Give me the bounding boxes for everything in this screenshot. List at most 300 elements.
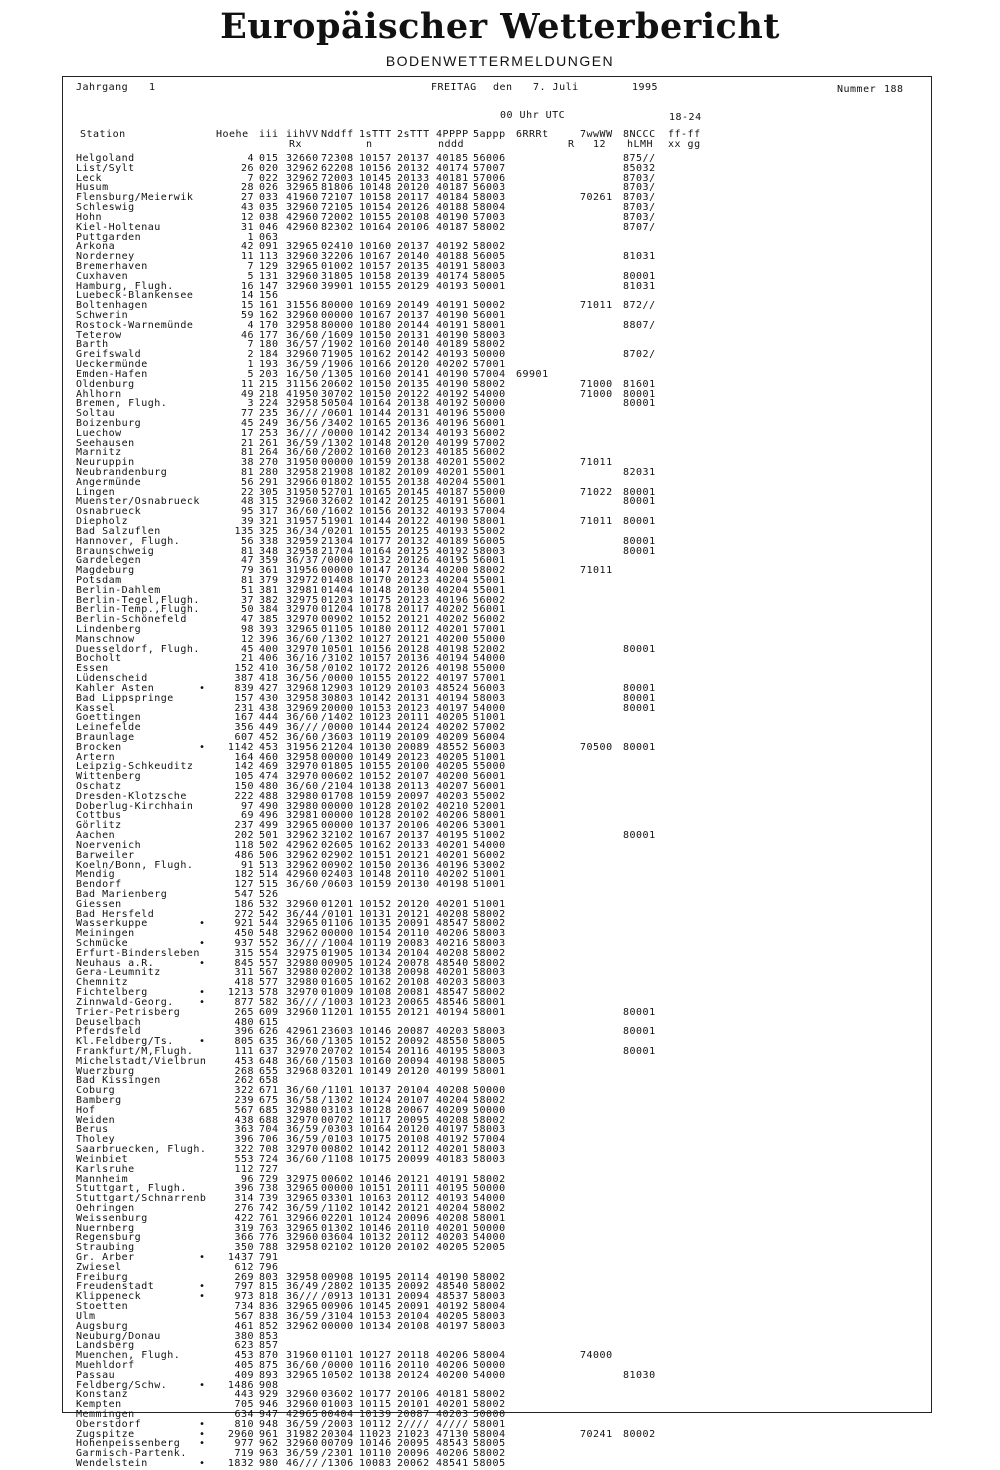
group-1sttt: 10146 xyxy=(359,1026,392,1038)
group-4pppp: 40188 xyxy=(436,251,469,263)
group-iihvv: 36/60 xyxy=(286,1055,319,1067)
group-1sttt: 10157 xyxy=(359,153,392,164)
group-nddff: 12903 xyxy=(321,682,354,694)
group-5appp: 58004 xyxy=(473,1350,506,1362)
station-height: 15 xyxy=(240,300,254,312)
group-2sttt: 20126 xyxy=(397,202,430,214)
group-nddff: 01105 xyxy=(321,624,354,635)
station-name: Wasserkuppe xyxy=(76,918,148,930)
group-2sttt: 20128 xyxy=(397,643,430,655)
station-height: 142 xyxy=(234,761,254,773)
group-nddff: 72003 xyxy=(321,172,354,184)
station-height: 59 xyxy=(240,310,254,321)
group-nddff: 01605 xyxy=(321,977,354,989)
group-5appp: 58003 xyxy=(473,1153,506,1165)
group-1sttt: 10124 xyxy=(359,957,392,969)
station-height: 111 xyxy=(234,1045,254,1057)
station-name: Kl.Feldberg/Ts. xyxy=(76,1036,174,1048)
group-8nccc: 80002 xyxy=(623,1428,656,1440)
group-5appp: 58002 xyxy=(473,1095,506,1106)
group-4pppp: 40199 xyxy=(436,1065,469,1077)
group-8nccc: 80001 xyxy=(623,516,656,528)
group-nddff: 01802 xyxy=(321,476,354,488)
station-id: 582 xyxy=(259,996,279,1008)
group-iihvv: 36/60 xyxy=(286,1359,319,1371)
group-nddff: 02410 xyxy=(321,241,354,253)
group-5appp: 56001 xyxy=(473,417,506,429)
group-4pppp: 40208 xyxy=(436,1114,469,1126)
group-5appp: 58002 xyxy=(473,565,506,577)
group-4pppp: 40201 xyxy=(436,1144,469,1156)
group-2sttt: 20125 xyxy=(397,496,430,508)
group-1sttt: 10178 xyxy=(359,604,392,616)
group-1sttt: 10164 xyxy=(359,398,392,410)
group-2sttt: 20125 xyxy=(397,525,430,537)
station-height: 31 xyxy=(240,221,254,233)
group-2sttt: 20110 xyxy=(397,928,430,940)
group-2sttt: 20138 xyxy=(397,398,430,410)
group-4pppp: 40192 xyxy=(436,388,469,400)
group-nddff: 01708 xyxy=(321,790,354,802)
group-5appp: 54000 xyxy=(473,839,506,851)
station-height: 937 xyxy=(234,938,254,949)
group-nddff: 71905 xyxy=(321,349,354,361)
group-iihvv: 32960 xyxy=(286,349,319,361)
group-1sttt: 10134 xyxy=(359,947,392,959)
group-4pppp: 40191 xyxy=(436,319,469,331)
group-2sttt: 20108 xyxy=(397,1320,430,1332)
group-1sttt: 10150 xyxy=(359,378,392,390)
group-iihvv: 32968 xyxy=(286,1065,319,1077)
group-iihvv: 32962 xyxy=(286,172,319,184)
col-sub-12: 12 xyxy=(593,139,607,150)
group-2sttt: 20078 xyxy=(397,957,430,969)
group-4pppp: 40203 xyxy=(436,1232,469,1244)
group-1sttt: 10117 xyxy=(359,1114,392,1126)
station-id: 853 xyxy=(259,1330,279,1342)
group-iihvv: 32958 xyxy=(286,751,319,763)
col-station: Station xyxy=(80,129,126,140)
group-nddff: /1302 xyxy=(321,633,354,645)
group-2sttt: 20131 xyxy=(397,329,430,341)
group-nddff: 10502 xyxy=(321,1369,354,1381)
station-height: 1 xyxy=(247,231,254,243)
station-name: Weissenburg xyxy=(76,1212,148,1224)
group-1sttt: 10146 xyxy=(359,1222,392,1234)
col-sub-hlmh: hLMH xyxy=(627,139,654,150)
station-height: 634 xyxy=(234,1409,254,1420)
station-height: 5 xyxy=(247,368,254,380)
group-4pppp: 48552 xyxy=(436,741,469,753)
group-4pppp: 47130 xyxy=(436,1428,469,1440)
group-2sttt: 20139 xyxy=(397,270,430,282)
group-4pppp: 40201 xyxy=(436,1399,469,1411)
group-iihvv: 32970 xyxy=(286,987,319,999)
group-1sttt: 10148 xyxy=(359,584,392,596)
group-4pppp: 40201 xyxy=(436,849,469,861)
group-7wwww: 71011 xyxy=(580,300,613,312)
station-id: 615 xyxy=(259,1016,279,1028)
group-2sttt: 20062 xyxy=(397,1458,430,1470)
station-id: 156 xyxy=(259,290,279,302)
group-1sttt: 10115 xyxy=(359,1399,392,1411)
group-4pppp: 40192 xyxy=(436,241,469,253)
group-nddff: 72107 xyxy=(321,192,354,204)
station-height: 79 xyxy=(240,565,254,577)
mountain-station-marker: • xyxy=(199,1252,206,1263)
group-2sttt: 20131 xyxy=(397,692,430,704)
group-1sttt: 10155 xyxy=(359,1006,392,1018)
station-name: Arkona xyxy=(76,241,116,253)
station-height: 272 xyxy=(234,908,254,920)
group-1sttt: 10160 xyxy=(359,368,392,380)
group-nddff: 30803 xyxy=(321,692,354,704)
station-id: 704 xyxy=(259,1124,279,1136)
station-id: 161 xyxy=(259,300,279,312)
group-2sttt: 20108 xyxy=(397,211,430,223)
station-name: Rostock-Warnemünde xyxy=(76,319,194,331)
station-height: 2 xyxy=(247,349,254,361)
group-1sttt: 10147 xyxy=(359,565,392,577)
group-iihvv: 32959 xyxy=(286,535,319,547)
station-name: Kiel-Holtenau xyxy=(76,221,161,233)
group-nddff: 00000 xyxy=(321,565,354,577)
station-height: 50 xyxy=(240,604,254,616)
group-4pppp: 40200 xyxy=(436,771,469,783)
station-name: Essen xyxy=(76,663,109,675)
station-id: 496 xyxy=(259,810,279,822)
group-4pppp: 40205 xyxy=(436,761,469,773)
station-height: 105 xyxy=(234,771,254,783)
group-2sttt: 20121 xyxy=(397,1006,430,1018)
group-iihvv: 32965 xyxy=(286,1369,319,1381)
group-5appp: 58003 xyxy=(473,192,506,204)
station-id: 218 xyxy=(259,388,279,400)
station-height: 461 xyxy=(234,1320,254,1332)
group-4pppp: 48550 xyxy=(436,1036,469,1048)
station-name: Lindenberg xyxy=(76,624,142,635)
station-name: Freiburg xyxy=(76,1271,129,1283)
group-nddff: /1305 xyxy=(321,368,354,380)
station-height: 21 xyxy=(240,437,254,449)
station-height: 14 xyxy=(240,290,254,302)
group-2sttt: 20121 xyxy=(397,1173,430,1185)
station-height: 202 xyxy=(234,830,254,842)
group-5appp: 58003 xyxy=(473,977,506,989)
group-5appp: 55000 xyxy=(473,761,506,773)
group-nddff: 03602 xyxy=(321,1389,354,1401)
station-height: 567 xyxy=(234,1104,254,1116)
group-5appp: 58002 xyxy=(473,241,506,253)
group-2sttt: 20112 xyxy=(397,624,430,635)
group-nddff: 02605 xyxy=(321,839,354,851)
station-id: 469 xyxy=(259,761,279,773)
group-2sttt: 20108 xyxy=(397,977,430,989)
station-id: 946 xyxy=(259,1399,279,1411)
group-1sttt: 10157 xyxy=(359,260,392,272)
group-iihvv: 36/// xyxy=(286,996,319,1008)
col-hoehe: Hoehe xyxy=(216,129,249,140)
group-2sttt: 20096 xyxy=(397,1212,430,1224)
group-5appp: 51001 xyxy=(473,712,506,724)
station-id: 626 xyxy=(259,1026,279,1038)
group-1sttt: 10156 xyxy=(359,162,392,174)
group-iihvv: 32965 xyxy=(286,1222,319,1234)
page-subtitle: BODENWETTERMELDUNGEN xyxy=(385,53,615,69)
group-4pppp: 40190 xyxy=(436,378,469,390)
group-iihvv: 32970 xyxy=(286,643,319,655)
station-name: Saarbruecken, Flugh. xyxy=(76,1144,207,1156)
group-nddff: 11201 xyxy=(321,1006,354,1018)
group-iihvv: 31956 xyxy=(286,741,319,753)
station-name: Muenchen, Flugh. xyxy=(76,1350,181,1362)
group-nddff: 00902 xyxy=(321,614,354,626)
station-height: 396 xyxy=(234,1183,254,1195)
group-2sttt: 20109 xyxy=(397,467,430,478)
group-2sttt: 20145 xyxy=(397,486,430,498)
group-8nccc: 81031 xyxy=(623,251,656,263)
group-4pppp: 40195 xyxy=(436,1183,469,1195)
station-height: 453 xyxy=(234,1055,254,1067)
group-2sttt: 20124 xyxy=(397,1369,430,1381)
station-height: 167 xyxy=(234,712,254,724)
station-name: Oehringen xyxy=(76,1202,135,1214)
station-name: Straubing xyxy=(76,1242,135,1254)
group-4pppp: 40201 xyxy=(436,457,469,469)
group-iihvv: 32965 xyxy=(286,241,319,253)
group-5appp: 58003 xyxy=(473,1291,506,1303)
station-name: Cuxhaven xyxy=(76,270,129,282)
station-height: 16 xyxy=(240,280,254,292)
group-iihvv: 32960 xyxy=(286,1389,319,1401)
group-nddff: 01003 xyxy=(321,1399,354,1411)
station-id: 962 xyxy=(259,1438,279,1450)
group-iihvv: 31950 xyxy=(286,457,319,469)
station-id: 184 xyxy=(259,349,279,361)
station-name: Boltenhagen xyxy=(76,300,148,312)
group-1sttt: 10119 xyxy=(359,938,392,949)
group-nddff: 10501 xyxy=(321,643,354,655)
group-1sttt: 10142 xyxy=(359,496,392,508)
station-id: 738 xyxy=(259,1183,279,1195)
station-height: 356 xyxy=(234,722,254,734)
station-name: Kahler Asten xyxy=(76,682,155,694)
group-iihvv: 32965 xyxy=(286,820,319,832)
group-5appp: 54000 xyxy=(473,388,506,400)
group-2sttt: 20122 xyxy=(397,388,430,400)
group-8nccc: 872// xyxy=(623,300,656,312)
group-iihvv: 32660 xyxy=(286,153,319,164)
station-id: 788 xyxy=(259,1242,279,1254)
group-8nccc: 80001 xyxy=(623,702,656,714)
group-1sttt: 10152 xyxy=(359,771,392,783)
station-name: Noervenich xyxy=(76,839,142,851)
report-year: 1995 xyxy=(632,82,659,93)
station-height: 42 xyxy=(240,241,254,253)
station-height: 810 xyxy=(234,1418,254,1430)
group-8nccc: 875// xyxy=(623,153,656,164)
station-name: Schwerin xyxy=(76,310,129,321)
group-nddff: /3402 xyxy=(321,417,354,429)
station-name: Stoetten xyxy=(76,1301,129,1313)
group-5appp: 56001 xyxy=(473,771,506,783)
group-nddff: 32602 xyxy=(321,496,354,508)
station-name: Bremerhaven xyxy=(76,260,148,272)
group-4pppp: 40195 xyxy=(436,555,469,567)
station-height: 164 xyxy=(234,751,254,763)
group-iihvv: 32981 xyxy=(286,810,319,822)
station-name: Bad Kissingen xyxy=(76,1075,161,1087)
group-1sttt: 10155 xyxy=(359,673,392,685)
group-2sttt: 20107 xyxy=(397,771,430,783)
group-5appp: 58004 xyxy=(473,1301,506,1313)
group-nddff: /1906 xyxy=(321,359,354,371)
group-2sttt: 2//// xyxy=(397,1418,430,1430)
group-4pppp: 40197 xyxy=(436,1124,469,1136)
group-4pppp: 40191 xyxy=(436,496,469,508)
station-name: Stuttgart, Flugh. xyxy=(76,1183,187,1195)
station-height: 38 xyxy=(240,457,254,469)
group-1sttt: 10180 xyxy=(359,319,392,331)
station-id: 685 xyxy=(259,1104,279,1116)
station-height: 81 xyxy=(240,447,254,459)
group-5appp: 58001 xyxy=(473,319,506,331)
group-1sttt: 10123 xyxy=(359,996,392,1008)
group-4pppp: 40204 xyxy=(436,476,469,488)
group-2sttt: 20123 xyxy=(397,702,430,714)
station-height: 222 xyxy=(234,790,254,802)
station-name: Manschnow xyxy=(76,633,135,645)
group-4pppp: 40191 xyxy=(436,1173,469,1185)
station-id: 838 xyxy=(259,1310,279,1322)
station-height: 265 xyxy=(234,1006,254,1018)
station-height: 81 xyxy=(240,545,254,557)
station-id: 499 xyxy=(259,820,279,832)
group-5appp: 54000 xyxy=(473,1369,506,1381)
station-id: 637 xyxy=(259,1045,279,1057)
group-2sttt: 20134 xyxy=(397,565,430,577)
mountain-station-marker: • xyxy=(199,938,206,949)
group-4pppp: 40216 xyxy=(436,938,469,949)
station-height: 5 xyxy=(247,270,254,282)
station-height: 28 xyxy=(240,182,254,194)
group-7wwww: 71022 xyxy=(580,486,613,498)
group-iihvv: 32960 xyxy=(286,280,319,292)
group-2sttt: 20103 xyxy=(397,682,430,694)
nummer-value: 188 xyxy=(884,84,904,95)
group-nddff: 00000 xyxy=(321,751,354,763)
station-height: 1437 xyxy=(227,1252,254,1263)
station-height: 973 xyxy=(234,1291,254,1303)
group-5appp: 58003 xyxy=(473,260,506,272)
station-name: Barth xyxy=(76,339,109,351)
group-5appp: 58002 xyxy=(473,1114,506,1126)
station-id: 727 xyxy=(259,1163,279,1175)
group-1sttt: 10177 xyxy=(359,1389,392,1401)
group-iihvv: 36/58 xyxy=(286,663,319,675)
group-4pppp: 40187 xyxy=(436,182,469,194)
group-2sttt: 20118 xyxy=(397,1350,430,1362)
station-name: Norderney xyxy=(76,251,135,263)
station-id: 724 xyxy=(259,1153,279,1165)
group-2sttt: 20120 xyxy=(397,437,430,449)
group-1sttt: 10164 xyxy=(359,545,392,557)
group-4pppp: 40192 xyxy=(436,545,469,557)
group-8nccc: 80001 xyxy=(623,270,656,282)
group-1sttt: 10131 xyxy=(359,908,392,920)
group-1sttt: 10159 xyxy=(359,457,392,469)
group-4pppp: 40187 xyxy=(436,486,469,498)
station-id: 567 xyxy=(259,967,279,979)
station-id: 761 xyxy=(259,1212,279,1224)
group-iihvv: 32980 xyxy=(286,967,319,979)
group-1sttt: 10160 xyxy=(359,447,392,459)
group-1sttt: 10134 xyxy=(359,1320,392,1332)
group-1sttt: 10165 xyxy=(359,417,392,429)
station-name: Pferdsfeld xyxy=(76,1026,142,1038)
group-1sttt: 10150 xyxy=(359,859,392,871)
group-5appp: 57003 xyxy=(473,211,506,223)
group-1sttt: 10165 xyxy=(359,486,392,498)
group-2sttt: 20111 xyxy=(397,712,430,724)
group-5appp: 58001 xyxy=(473,1418,506,1430)
station-height: 2960 xyxy=(227,1428,254,1440)
group-iihvv: 36/49 xyxy=(286,1281,319,1293)
col-iii: iii xyxy=(259,129,279,140)
group-iihvv: 32975 xyxy=(286,1173,319,1185)
group-1sttt: 10149 xyxy=(359,751,392,763)
station-name: Oldenburg xyxy=(76,378,135,390)
group-1sttt: 10155 xyxy=(359,761,392,773)
station-id: 875 xyxy=(259,1359,279,1371)
group-8nccc: 80001 xyxy=(623,692,656,704)
station-height: 112 xyxy=(234,1163,254,1175)
group-5appp: 58001 xyxy=(473,810,506,822)
group-iihvv: 32962 xyxy=(286,859,319,871)
group-5appp: 56004 xyxy=(473,731,506,743)
station-height: 97 xyxy=(240,800,254,812)
station-id: 224 xyxy=(259,398,279,410)
group-nddff: 23603 xyxy=(321,1026,354,1038)
station-id: 480 xyxy=(259,781,279,792)
group-1sttt: 10144 xyxy=(359,408,392,420)
station-height: 4 xyxy=(247,153,254,164)
station-height: 1 xyxy=(247,359,254,371)
group-2sttt: 20137 xyxy=(397,241,430,253)
station-height: 262 xyxy=(234,1075,254,1087)
group-1sttt: 10175 xyxy=(359,1134,392,1146)
group-5appp: 55001 xyxy=(473,574,506,586)
group-5appp: 58002 xyxy=(473,1399,506,1411)
group-4pppp: 40197 xyxy=(436,702,469,714)
group-iihvv: 32960 xyxy=(286,898,319,910)
group-iihvv: 32965 xyxy=(286,1183,319,1195)
group-iihvv: 32965 xyxy=(286,624,319,635)
group-iihvv: 46/// xyxy=(286,1458,319,1470)
station-height: 3 xyxy=(247,398,254,410)
station-name: Ahlhorn xyxy=(76,388,122,400)
group-2sttt: 20135 xyxy=(397,260,430,272)
group-5appp: 54000 xyxy=(473,1232,506,1244)
group-nddff: /0303 xyxy=(321,1124,354,1136)
station-name: Neuhaus a.R. xyxy=(76,957,155,969)
group-2sttt: 20113 xyxy=(397,781,430,792)
group-nddff: 72308 xyxy=(321,153,354,164)
group-nddff: /2802 xyxy=(321,1281,354,1293)
station-name: Diepholz xyxy=(76,516,129,528)
group-nddff: 20304 xyxy=(321,1428,354,1440)
station-name: Hamburg, Flugh. xyxy=(76,280,174,292)
